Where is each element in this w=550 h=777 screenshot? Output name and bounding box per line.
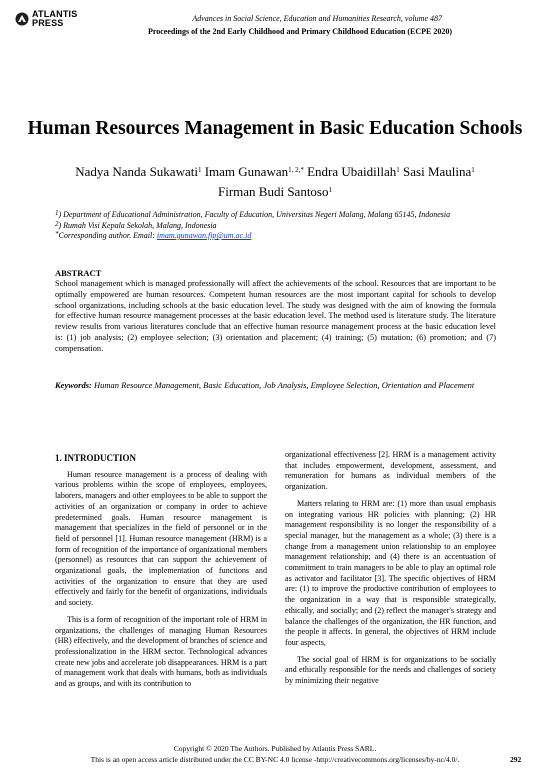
author-line-1 xyxy=(0,164,550,180)
author-affil-mark: 1 xyxy=(396,166,400,174)
keywords xyxy=(55,380,496,391)
paragraph: The social goal of HRM is for organizations to be socially and ethically responsible for the needs and challenges of society by minimizing their negative xyxy=(285,654,496,686)
proceedings-title: Proceedings of the 2nd Early Childhood and Primary Childhood Education (ECPE 2020) xyxy=(147,27,453,36)
copyright-line: Copyright © 2020 The Authors. Published by Atlantis Press SARL. xyxy=(173,744,377,753)
author-name: Firman Budi Santoso xyxy=(217,184,329,199)
author-affil-mark: 1, 2,* xyxy=(288,166,304,174)
author-name: Endra Ubaidillah xyxy=(307,164,397,179)
paper-title: Human Resources Management in Basic Education Schools xyxy=(27,118,523,139)
affil-mark: 1 xyxy=(55,209,59,217)
affiliation-2 xyxy=(55,221,495,232)
paragraph: This is a form of recognition of the important role of HRM in organizations, the challenges of managing Human Resources (HR) effectively, and the development of branches of science and professionalization in the HRM sector. Technological advances create new jobs and accelerate job disappearances. HRM is a part of management work that deals with humans, both as individuals and as groups, and with its contribution to xyxy=(55,614,267,689)
section-heading: 1. INTRODUCTION xyxy=(55,453,137,463)
corresponding-label: Corresponding author. Email: xyxy=(58,231,157,240)
author-name: Nadya Nanda Sukawati xyxy=(75,164,198,179)
affil-mark: 2 xyxy=(55,219,59,228)
affiliations xyxy=(55,210,495,242)
affil-text: ) Rumah Visi Kepala Sekolah, Malang, Indonesia xyxy=(58,220,217,230)
series-title: Advances in Social Science, Education and Humanities Research, volume 487 xyxy=(192,14,442,23)
corresponding-mark: * xyxy=(55,230,59,238)
affil-text: ) Department of Educational Administration, Faculty of Education, Universitas Negeri Malang, Malang 65145, Indonesia xyxy=(58,210,451,219)
logo-line2: PRESS xyxy=(32,18,64,28)
right-column xyxy=(285,450,496,693)
author-affil-mark: 1 xyxy=(471,166,475,174)
author-name: Sasi Maulina xyxy=(403,164,472,179)
paragraph: Matters relating to HRM are: (1) more than usual emphasis on integrating various HR policies with planning; (2) HR management responsibility is no longer the responsibility of a special manager, but the management as a whole; (3) there is a change from a management union relationship to an employee management relationship; and (4) there is an accentuation of commitment to train managers to be able to play an optimal role as activator and facilitator [3]. The specific objectives of HRM are: (1) to improve the productive contribution of employees to the organization in a way that is responsible strategically, ethically, and socially; and (2) reflect the manager's strategy and balance the challenges of the organization, the HR function, and the people it affects. In general, the objectives of HRM include four aspects, xyxy=(285,498,496,647)
abstract-heading: ABSTRACT xyxy=(55,268,102,278)
keywords-text: Human Resource Management, Basic Education, Job Analysis, Employee Selection, Orientation and Placement xyxy=(91,380,475,390)
author-line-2 xyxy=(0,184,550,200)
affiliation-1 xyxy=(55,210,495,221)
author-affil-mark: 1 xyxy=(197,166,202,174)
corresponding-author xyxy=(55,231,495,242)
author-name: Imam Gunawan xyxy=(204,164,289,179)
keywords-label: Keywords: xyxy=(55,380,92,390)
paragraph: Human resource management is a process of dealing with various problems within the scope of employees, employees, laborers, managers and other employees to be able to support the activities of an organization or company in order to achieve predetermined goals. Human resource management is management that specializes in the field of personnel or in the field of personnel [1]. Human resource management (HRM) is a form of recognition of the importance of organizational members (personnel) as resources that can support the achievement of organizational goals, the implementation of functions and activities of the organization to ensure that they are used effectively and fairly for the benefit of organizations, individuals and society. xyxy=(55,469,267,608)
author-affil-mark: 1 xyxy=(328,186,332,194)
corresponding-email-link[interactable]: imam.gunawan.fip@um.ac.id xyxy=(156,231,252,240)
license-line: This is an open access article distributed under the CC BY-NC 4.0 license -http://creativecommons.org/licenses/by-nc/4.0/. xyxy=(90,755,460,764)
page-number: 292 xyxy=(510,755,522,764)
logo-line1: ATLANTIS xyxy=(32,9,78,19)
paragraph: organizational effectiveness [2]. HRM is a management activity that includes empowerment, development, assessment, and remuneration for humans as individual members of the organization. xyxy=(285,450,496,492)
left-column xyxy=(55,453,267,696)
abstract-text: School management which is managed professionally will affect the achievements of the school. Resources that are important to be optimally empowered are human resources. Competent human resources are the most important capital for schools to develop school organizations, including schools at the basic education level. The study was designed with the aim of knowing the formula for effective human resource management processes at the basic education level. The method used is literature study. The literature review results from various literatures conclude that an effective human resource management process at the basic education level is: (1) job analysis; (2) employee selection; (3) orientation and placement; (4) training; (5) mutation; (6) promotion; and (7) compensation. xyxy=(55,279,496,353)
